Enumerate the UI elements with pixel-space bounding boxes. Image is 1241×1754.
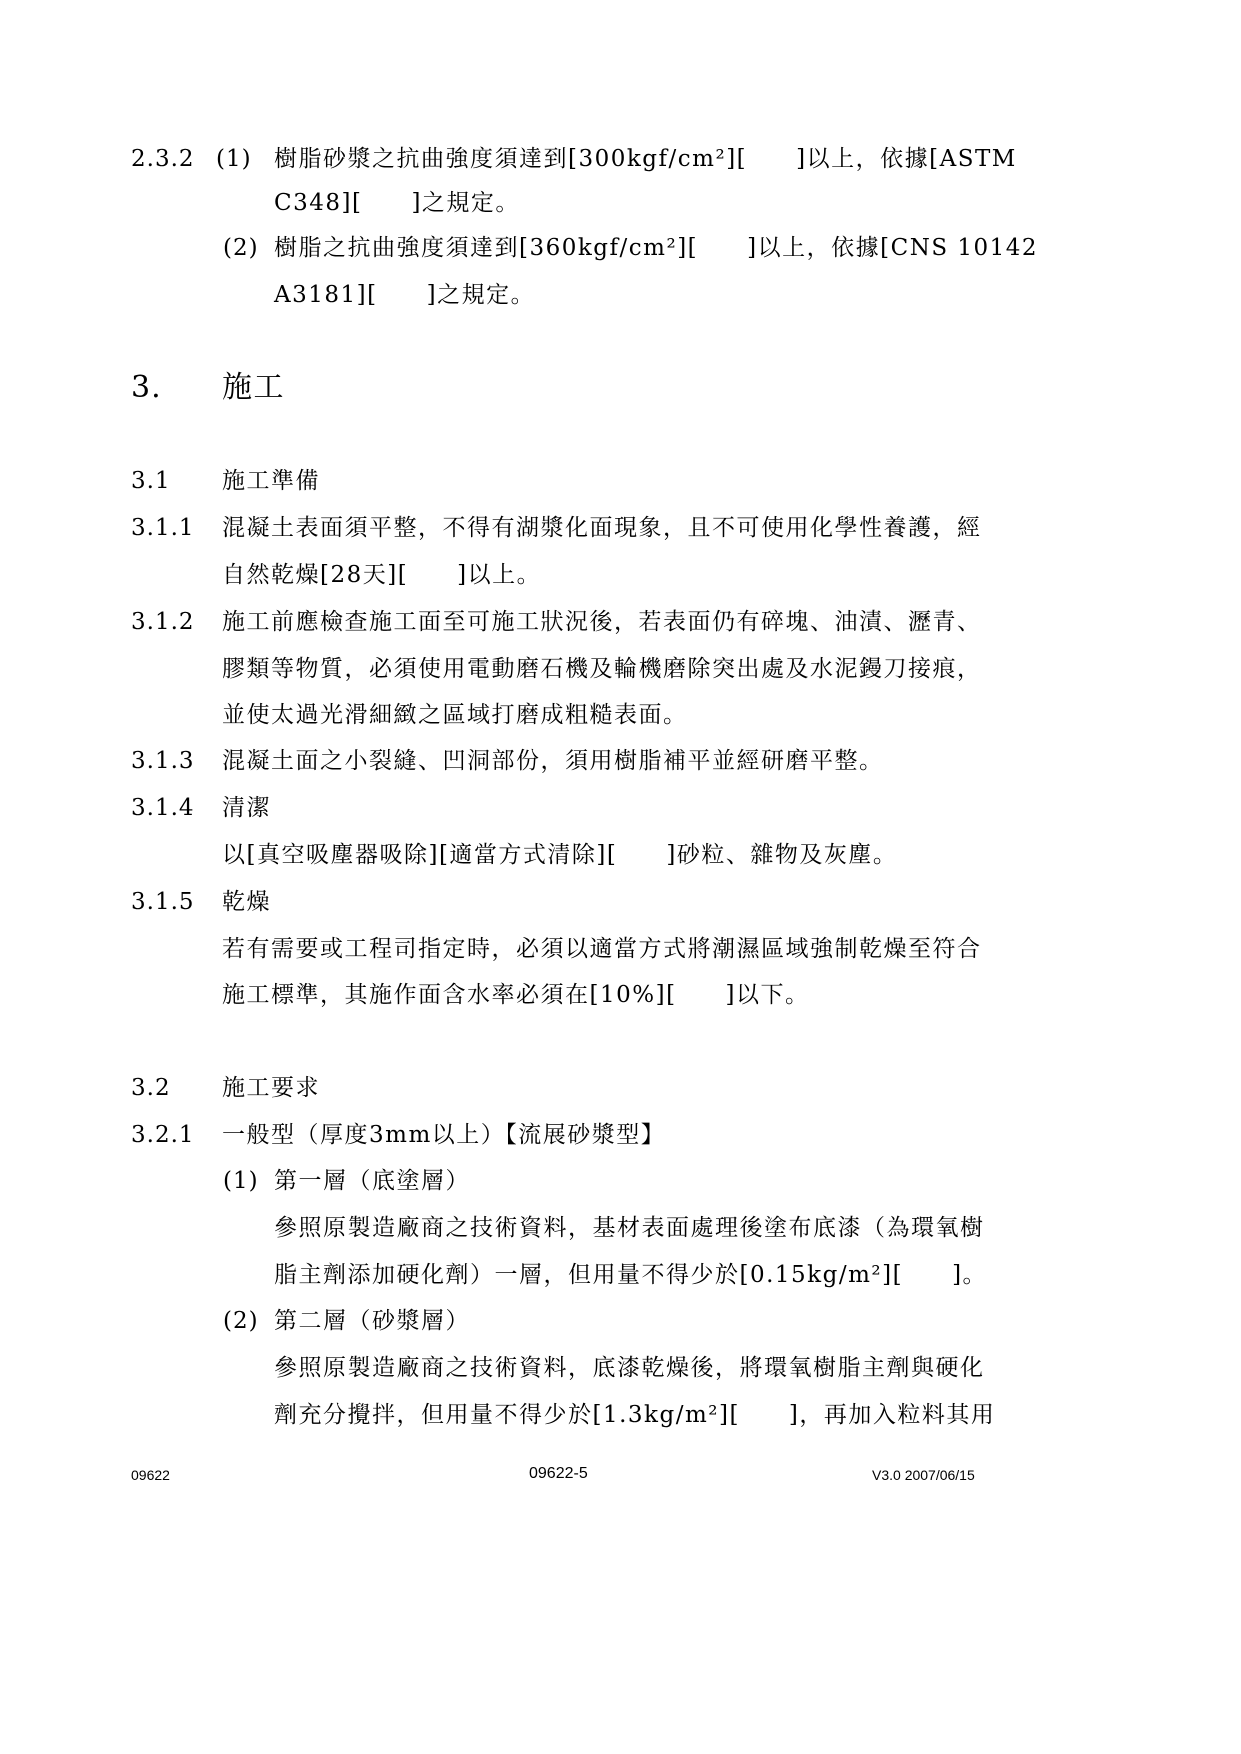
item-title: 第一層（底塗層） — [274, 1168, 470, 1194]
section-number: 3.1.2 — [131, 609, 195, 635]
paragraph-line: 樹脂砂漿之抗曲強度須達到[300kgf/cm²][ ]以上，依據[ASTM — [274, 146, 1017, 172]
section-number: 3.1.3 — [131, 748, 195, 774]
item-number: (1) — [223, 1168, 259, 1194]
paragraph-line: 膠類等物質，必須使用電動磨石機及輪機磨除突出處及水泥鏝刀接痕， — [222, 656, 982, 682]
paragraph-line: 施工前應檢查施工面至可施工狀況後，若表面仍有碎塊、油漬、瀝青、 — [222, 609, 982, 635]
item-title: 第二層（砂漿層） — [274, 1308, 470, 1334]
paragraph-line: C348][ ]之規定。 — [274, 190, 520, 216]
item-number: (1) — [216, 146, 252, 172]
paragraph-line: 參照原製造廠商之技術資料，底漆乾燥後，將環氧樹脂主劑與硬化 — [274, 1355, 985, 1381]
section-number: 3.1.1 — [131, 515, 195, 541]
section-number: 3.2 — [131, 1075, 171, 1101]
paragraph-line: 並使太過光滑細緻之區域打磨成粗糙表面。 — [222, 702, 688, 728]
section-number: 2.3.2 — [131, 146, 195, 172]
section-number: 3.1.5 — [131, 889, 195, 915]
paragraph-line: 施工標準，其施作面含水率必須在[10%][ ]以下。 — [222, 982, 810, 1008]
paragraph-line: 混凝土面之小裂縫、凹洞部份，須用樹脂補平並經研磨平整。 — [222, 748, 884, 774]
paragraph-line: 劑充分攪拌，但用量不得少於[1.3kg/m²][ ]，再加入粒料其用 — [274, 1402, 996, 1428]
section-title: 施工要求 — [222, 1075, 320, 1101]
section-number: 3.1.4 — [131, 795, 195, 821]
paragraph-line: 脂主劑添加硬化劑）一層，但用量不得少於[0.15kg/m²][ ]。 — [274, 1262, 988, 1288]
footer-left: 09622 — [131, 1467, 170, 1483]
section-title: 一般型（厚度3mm以上）【流展砂漿型】 — [222, 1122, 666, 1148]
item-number: (2) — [223, 1308, 259, 1334]
section-number: 3.1 — [131, 468, 171, 494]
chapter-title: 施工 — [222, 370, 285, 405]
page-number: 09622-5 — [529, 1465, 588, 1482]
section-title: 乾燥 — [222, 889, 271, 915]
paragraph-line: 以[真空吸塵器吸除][適當方式清除][ ]砂粒、雜物及灰塵。 — [222, 842, 898, 868]
paragraph-line: 自然乾燥[28天][ ]以上。 — [222, 562, 542, 588]
paragraph-line: 樹脂之抗曲強度須達到[360kgf/cm²][ ]以上，依據[CNS 10142 — [274, 235, 1039, 261]
chapter-number: 3. — [131, 370, 162, 405]
paragraph-line: 若有需要或工程司指定時，必須以適當方式將潮濕區域強制乾燥至符合 — [222, 936, 982, 962]
section-title: 施工準備 — [222, 468, 320, 494]
footer-version: V3.0 2007/06/15 — [872, 1467, 975, 1483]
item-number: (2) — [223, 235, 259, 261]
paragraph-line: 混凝土表面須平整，不得有湖漿化面現象，且不可使用化學性養護，經 — [222, 515, 982, 541]
paragraph-line: A3181][ ]之規定。 — [274, 282, 536, 308]
section-number: 3.2.1 — [131, 1122, 195, 1148]
paragraph-line: 參照原製造廠商之技術資料，基材表面處理後塗布底漆（為環氧樹 — [274, 1215, 985, 1241]
section-title: 清潔 — [222, 795, 271, 821]
